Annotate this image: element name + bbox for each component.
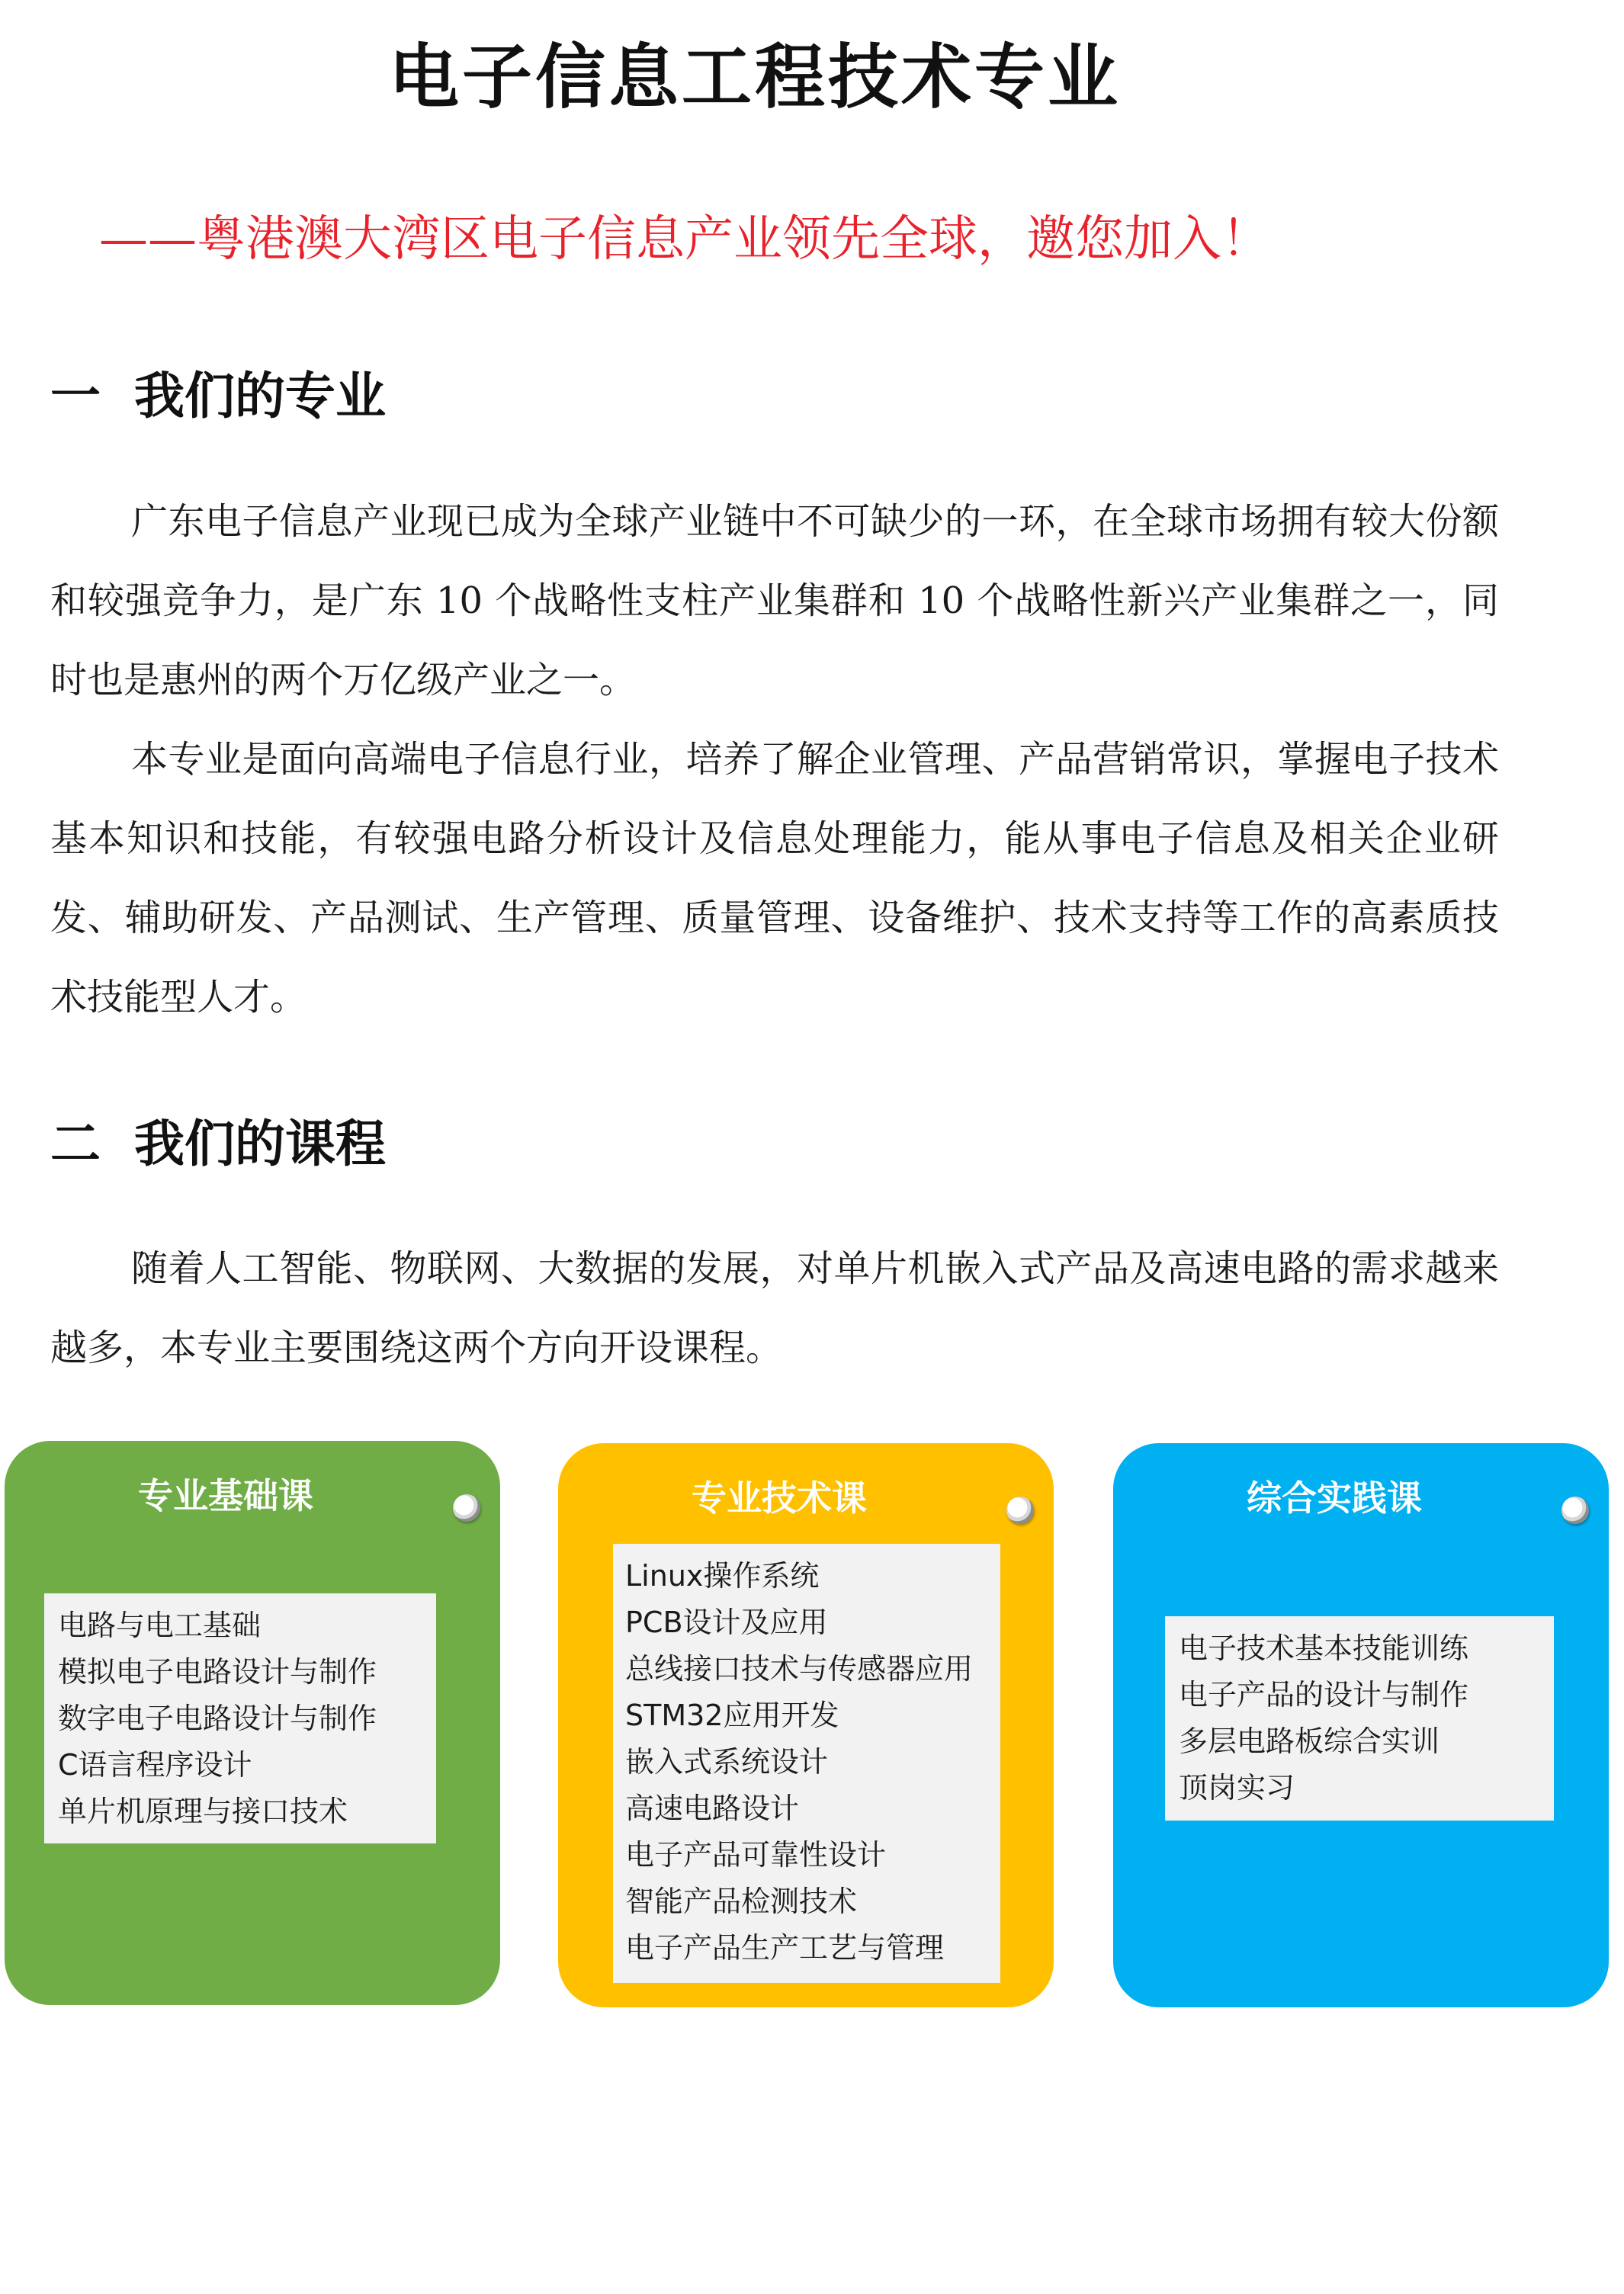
course-list — [44, 1593, 436, 1843]
ring-icon — [1561, 1497, 1589, 1524]
page-subtitle: ——粤港澳大湾区电子信息产业领先全球，邀您加入！ — [99, 211, 1270, 268]
list-item: PCB设计及应用 — [625, 1606, 828, 1639]
list-item: STM32应用开发 — [625, 1699, 839, 1732]
section-heading-courses — [50, 1103, 386, 1176]
list-item: 电子产品可靠性设计 — [625, 1838, 887, 1872]
list-item: 多层电路板综合实训 — [1179, 1725, 1440, 1758]
list-item: 智能产品检测技术 — [625, 1885, 858, 1918]
section-title: 我们的专业 — [134, 367, 386, 425]
paragraph-industry: 广东电子信息产业现已成为全球产业链中不可缺少的一环，在全球市场拥有较大份额和较强竞争力，是广东 10 个战略性支柱产业集群和 10 个战略性新兴产业集群之一，同时也是惠州的两个万亿级产业之一。 — [50, 500, 1499, 701]
section-heading-major — [50, 355, 386, 428]
list-item: 模拟电子电路设计与制作 — [58, 1655, 377, 1689]
course-card-practice — [1113, 1443, 1609, 2007]
paragraph-course-intro: 随着人工智能、物联网、大数据的发展，对单片机嵌入式产品及高速电路的需求越来越多，本专业主要围绕这两个方向开设课程。 — [50, 1247, 1499, 1369]
section-title: 我们的课程 — [134, 1115, 386, 1173]
list-item: 总线接口技术与传感器应用 — [625, 1652, 974, 1686]
course-card-basic — [5, 1441, 500, 2005]
list-item: 电子产品生产工艺与管理 — [625, 1931, 945, 1965]
card-title: 综合实践课 — [1247, 1477, 1422, 1519]
list-item: 顶岗实习 — [1179, 1771, 1295, 1805]
card-title: 专业基础课 — [138, 1475, 313, 1516]
list-item: C语言程序设计 — [58, 1748, 252, 1782]
ring-icon — [1006, 1497, 1034, 1524]
page-title: 电子信息工程技术专业 — [388, 37, 1121, 118]
section-number: 二 — [50, 1115, 101, 1173]
list-item: Linux操作系统 — [625, 1559, 820, 1593]
course-card-technical — [558, 1443, 1054, 2007]
list-item: 电路与电工基础 — [58, 1609, 262, 1642]
list-item: 数字电子电路设计与制作 — [58, 1702, 377, 1735]
paragraph-training-goal: 本专业是面向高端电子信息行业，培养了解企业管理、产品营销常识，掌握电子技术基本知识和技能，有较强电路分析设计及信息处理能力，能从事电子信息及相关企业研发、辅助研发、产品测试、生产管理、质量管理、设备维护、技术支持等工作的高素质技术技能型人才。 — [50, 738, 1499, 1019]
list-item: 单片机原理与接口技术 — [58, 1795, 348, 1828]
ring-icon — [453, 1494, 480, 1522]
course-list — [613, 1544, 1000, 1983]
list-item: 高速电路设计 — [625, 1792, 800, 1825]
section-number: 一 — [50, 367, 101, 425]
card-title: 专业技术课 — [692, 1477, 867, 1519]
list-item: 电子技术基本技能训练 — [1179, 1631, 1469, 1665]
list-item: 电子产品的设计与制作 — [1179, 1678, 1469, 1712]
course-list — [1165, 1616, 1554, 1821]
list-item: 嵌入式系统设计 — [625, 1745, 829, 1779]
